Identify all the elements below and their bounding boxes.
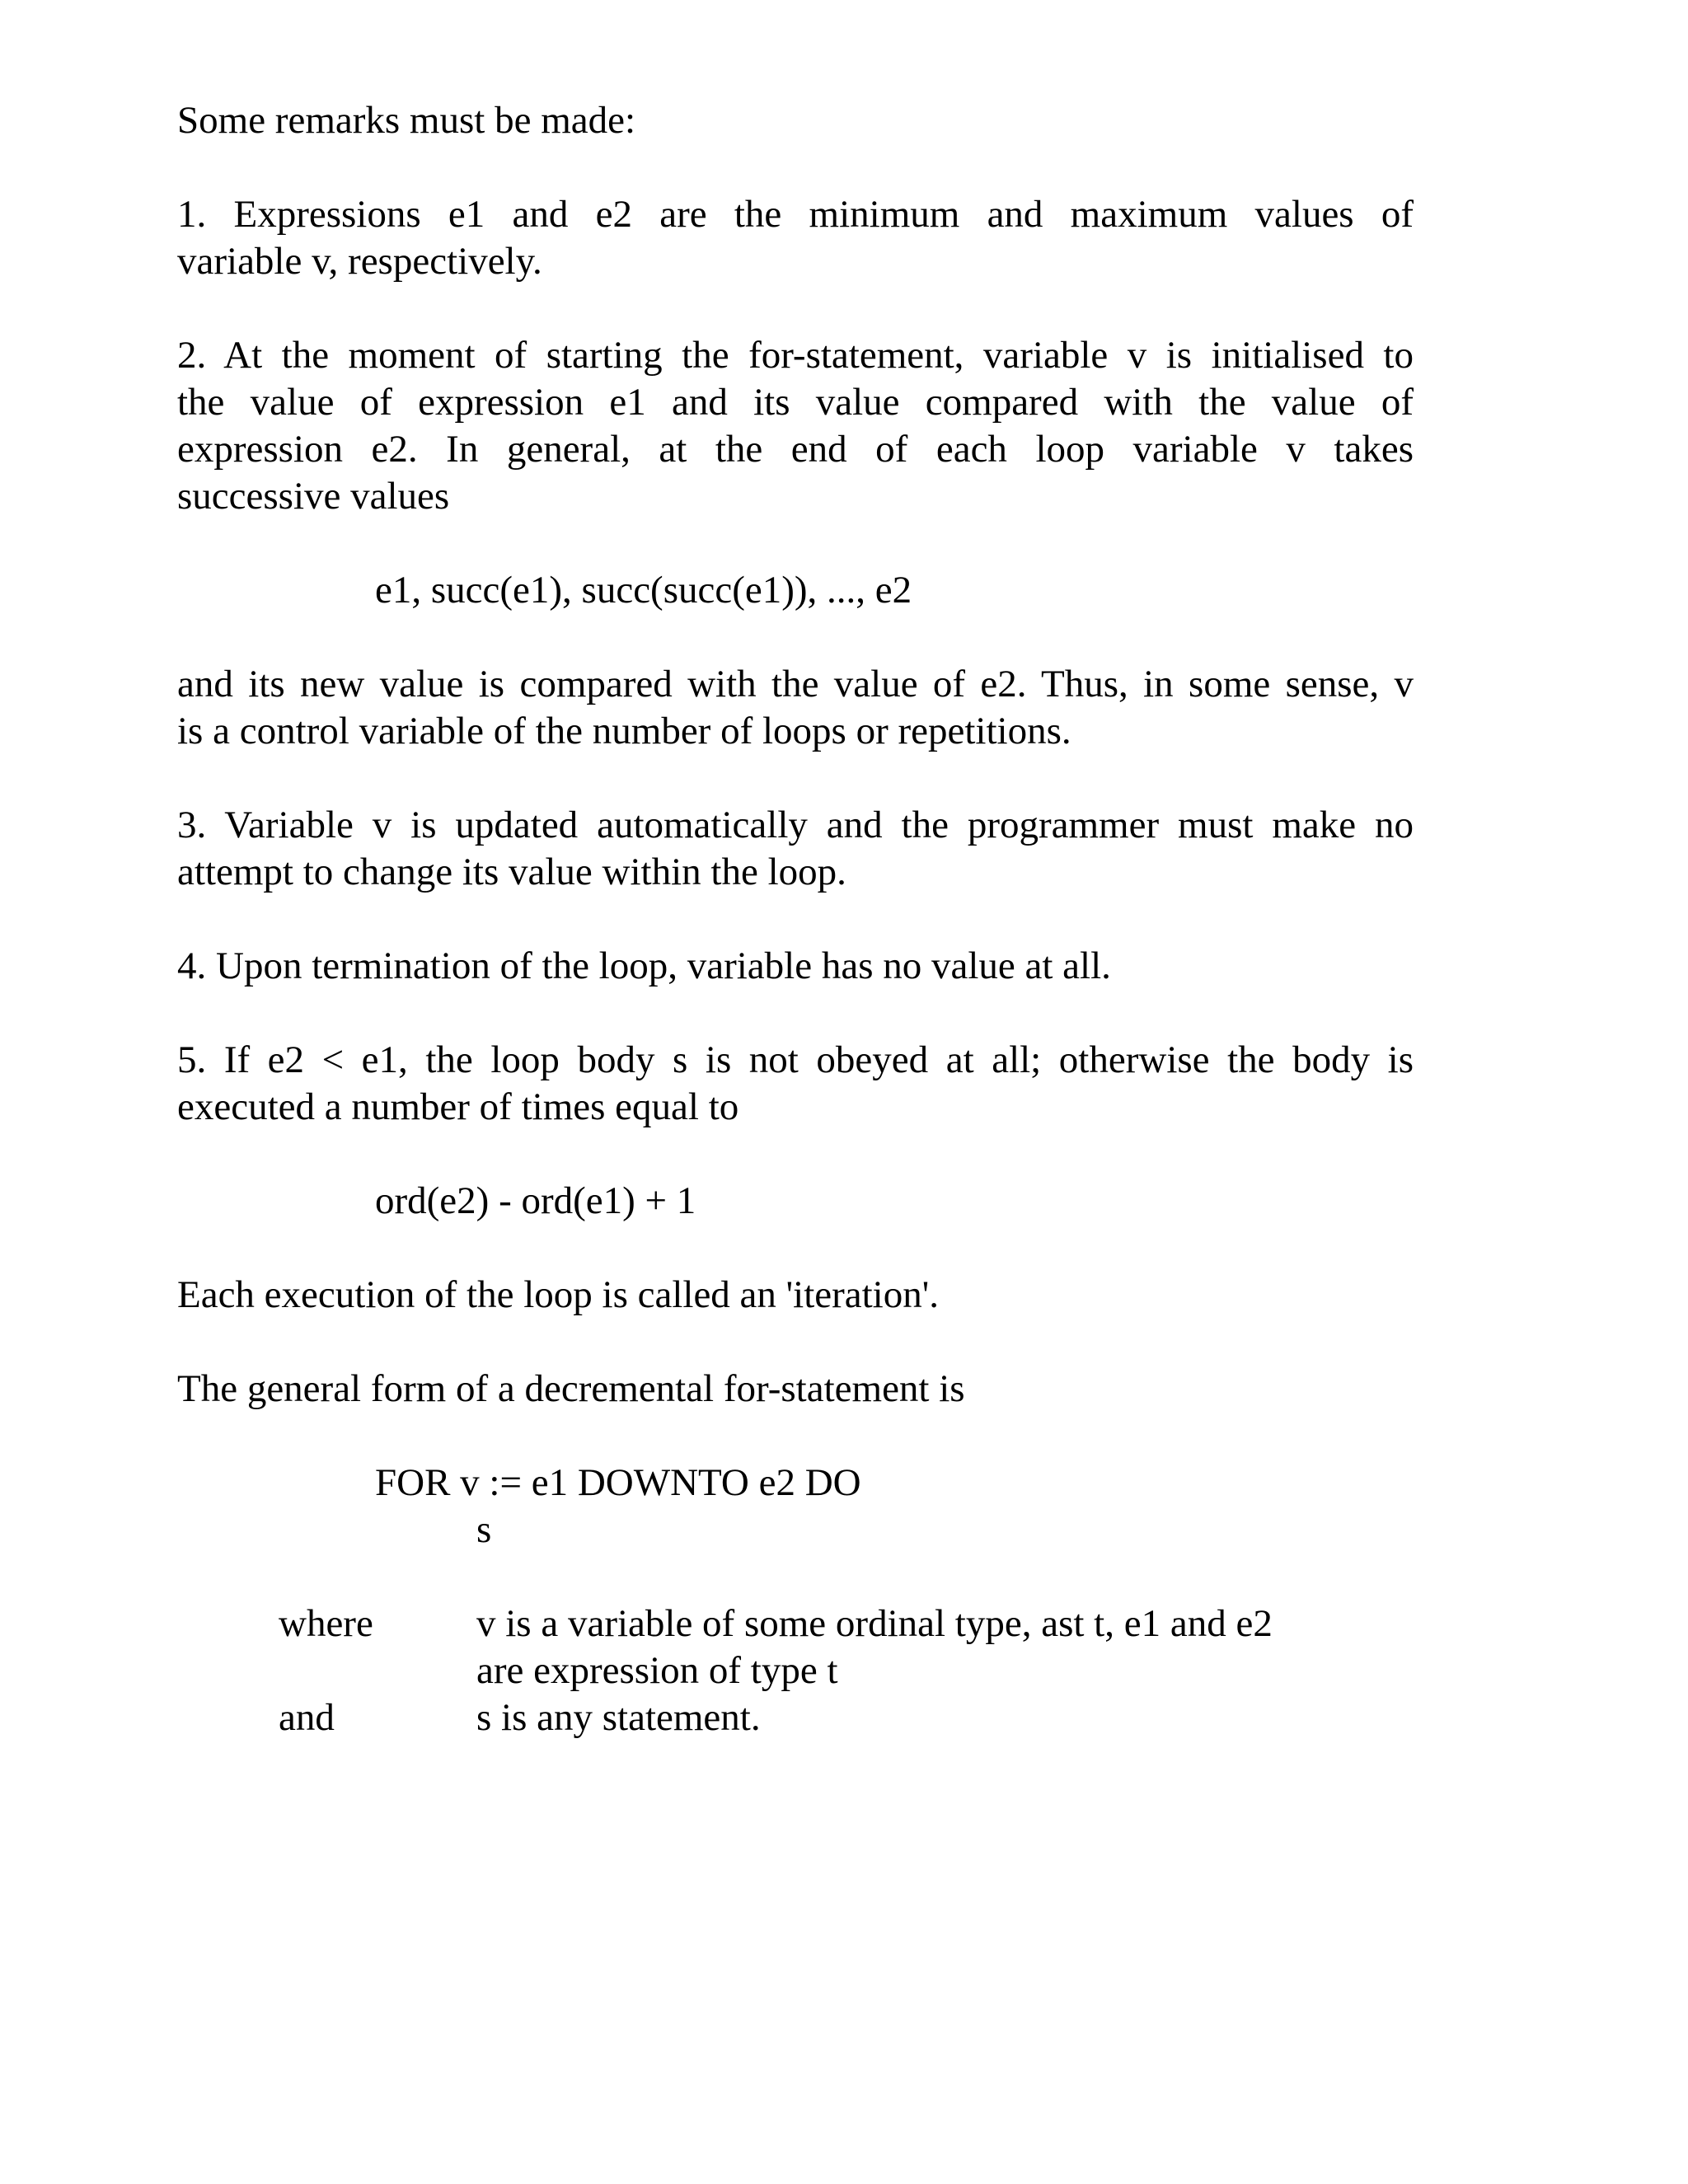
code-line-1: FOR v := e1 DOWNTO e2 DO bbox=[375, 1461, 861, 1504]
remark-2-line-4: successive values bbox=[177, 475, 450, 518]
remark-1-line-1: 1. Expressions e1 and e2 are the minimum and maximum values of bbox=[177, 193, 1414, 236]
remark-2-cont-line-2: is a control variable of the number of loops or repetitions. bbox=[177, 710, 1071, 752]
remark-2-line-3: expression e2. In general, at the end of each loop variable v takes bbox=[177, 428, 1414, 471]
intro-text: Some remarks must be made: bbox=[177, 99, 636, 142]
remark-3-line-2: attempt to change its value within the loop. bbox=[177, 851, 846, 893]
remark-2-cont-line-1: and its new value is compared with the value of e2. Thus, in some sense, v bbox=[177, 663, 1414, 705]
remark-5-line-1: 5. If e2 < e1, the loop body s is not obeyed at all; otherwise the body is bbox=[177, 1038, 1414, 1081]
where-definition-line-1: v is a variable of some ordinal type, ast t, e1 and e2 bbox=[476, 1602, 1273, 1645]
remark-1-line-2: variable v, respectively. bbox=[177, 240, 542, 283]
remark-5-line-2: executed a number of times equal to bbox=[177, 1085, 739, 1128]
and-label: and bbox=[279, 1696, 335, 1739]
remark-2-line-1: 2. At the moment of starting the for-statement, variable v is initialised to bbox=[177, 334, 1414, 377]
iteration-formula: ord(e2) - ord(e1) + 1 bbox=[375, 1179, 696, 1222]
and-definition-line-1: s is any statement. bbox=[476, 1696, 761, 1739]
remark-2-line-2: the value of expression e1 and its value compared with the value of bbox=[177, 381, 1414, 424]
where-label: where bbox=[279, 1602, 373, 1645]
iteration-note: Each execution of the loop is called an 'iteration'. bbox=[177, 1273, 939, 1316]
succession-sequence: e1, succ(e1), succ(succ(e1)), ..., e2 bbox=[375, 569, 912, 612]
decremental-intro: The general form of a decremental for-statement is bbox=[177, 1367, 965, 1410]
remark-3-line-1: 3. Variable v is updated automatically and the programmer must make no bbox=[177, 804, 1414, 846]
where-definition-line-2: are expression of type t bbox=[476, 1649, 838, 1692]
remark-4-text: 4. Upon termination of the loop, variable has no value at all. bbox=[177, 944, 1111, 987]
code-line-2: s bbox=[476, 1508, 492, 1551]
